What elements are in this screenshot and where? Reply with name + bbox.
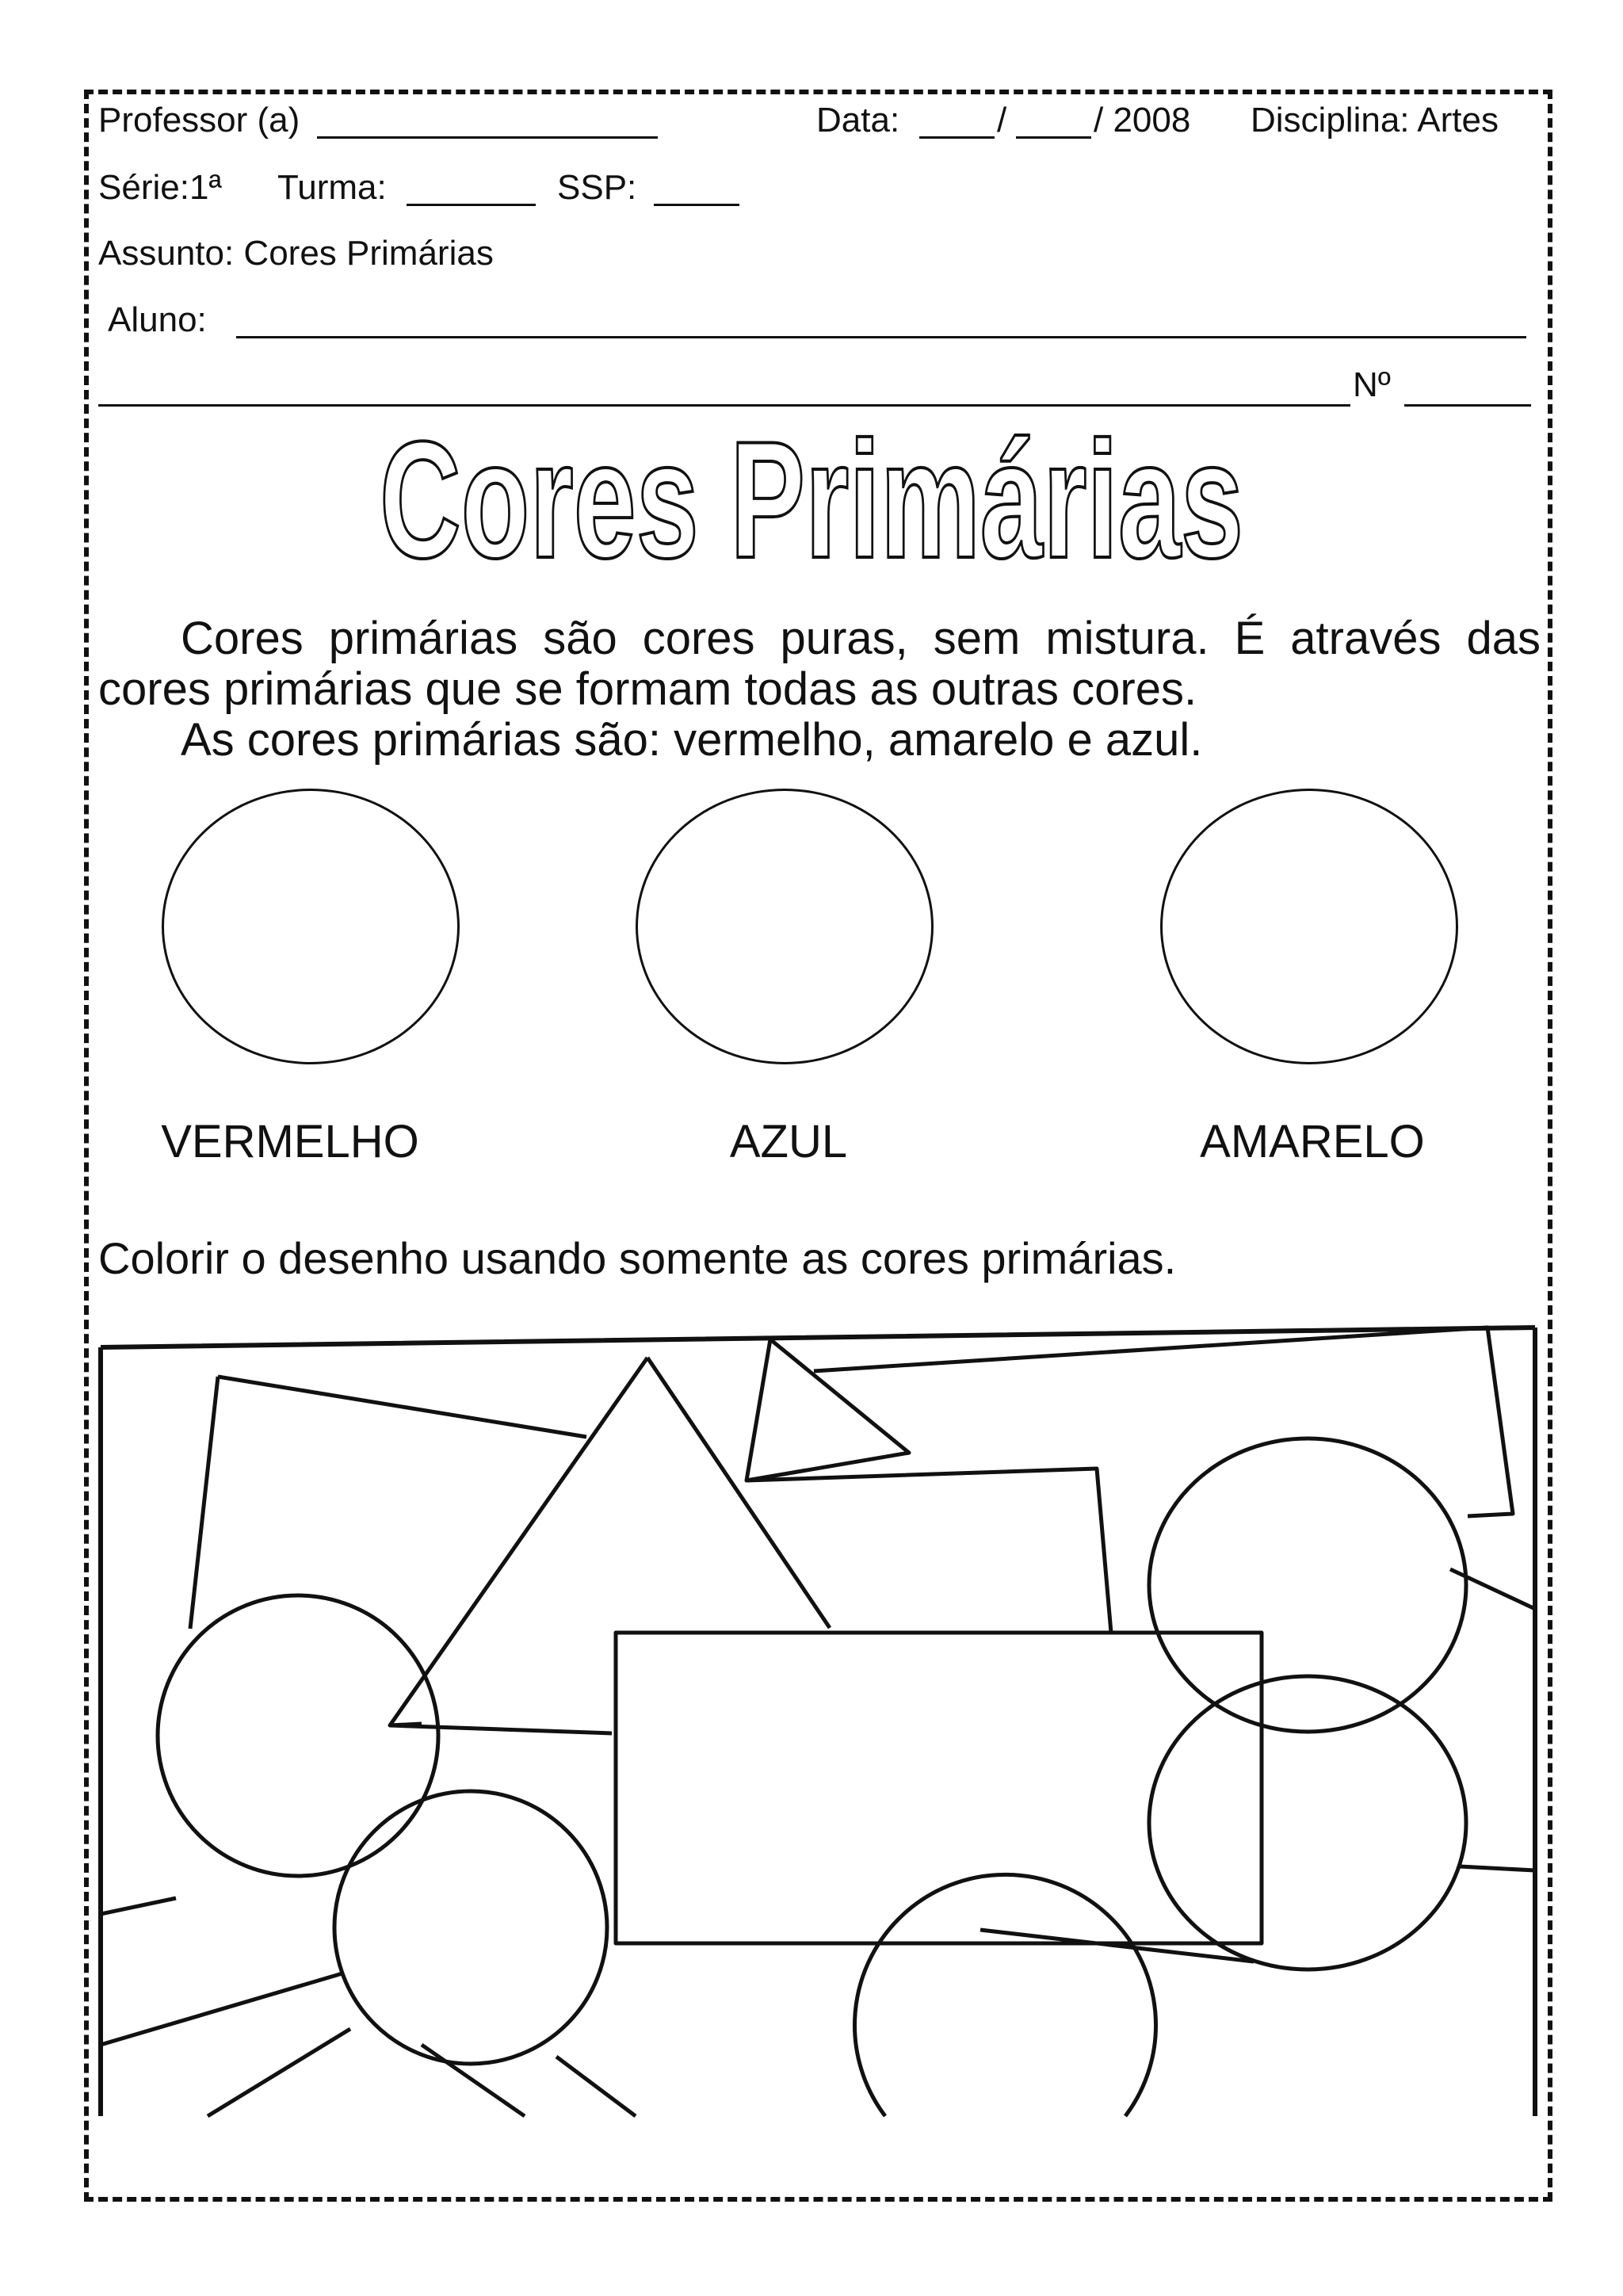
- coloring-drawing[interactable]: [89, 1312, 1545, 2128]
- date-day-field[interactable]: [919, 136, 995, 139]
- body-text: [98, 613, 1541, 766]
- blue-color-circle[interactable]: [636, 789, 934, 1064]
- student-label: Aluno:: [108, 300, 207, 339]
- red-color-label: VERMELHO: [161, 1116, 419, 1167]
- page-title-wrapper: [0, 407, 1623, 593]
- coloring-instruction: Colorir o desenho usando somente as cores primárias.: [98, 1233, 1177, 1283]
- serie-label: Série:1ª: [98, 168, 222, 207]
- shape-circle-right-upper: [1149, 1438, 1466, 1732]
- page-title-graphic: [320, 407, 1303, 593]
- date-slash: /: [997, 101, 1007, 139]
- number-label: Nº: [1353, 365, 1391, 404]
- discipline-label: Disciplina: Artes: [1251, 101, 1499, 139]
- number-field[interactable]: [1404, 404, 1531, 407]
- subject-label: Assunto: Cores Primárias: [98, 234, 494, 273]
- blue-color-label: AZUL: [729, 1116, 848, 1167]
- turma-field[interactable]: [407, 204, 536, 206]
- professor-field[interactable]: [317, 136, 658, 139]
- date-year: / 2008: [1094, 101, 1191, 139]
- shape-quadrilateral-left: [190, 1377, 586, 1629]
- date-month-field[interactable]: [1016, 136, 1091, 139]
- ssp-label: SSP:: [557, 168, 637, 207]
- intro-paragraph: Cores primárias são cores puras, sem mistura. É através das cores primárias que se formam todas as outras cores.: [98, 613, 1541, 715]
- shape-circle-bottom-left: [334, 1791, 607, 2064]
- drawing-lines: [101, 1569, 1535, 2116]
- shape-rectangle-top-right: [814, 1328, 1513, 1516]
- red-color-circle[interactable]: [162, 789, 460, 1064]
- shape-quadrilateral-middle: [747, 1469, 1111, 1633]
- turma-label: Turma:: [277, 168, 387, 207]
- primary-colors-paragraph: As cores primárias são: vermelho, amarelo e azul.: [181, 714, 1203, 766]
- ssp-field[interactable]: [654, 204, 739, 206]
- professor-label: Professor (a): [98, 101, 300, 139]
- shape-circle-left: [158, 1595, 438, 1876]
- page-title: Cores Primárias: [380, 407, 1243, 593]
- yellow-color-label: AMARELO: [1200, 1116, 1425, 1167]
- yellow-color-circle[interactable]: [1160, 789, 1458, 1064]
- shape-small-triangle: [747, 1339, 909, 1480]
- date-label: Data:: [816, 101, 900, 139]
- shape-circle-bottom-center: [855, 1874, 1156, 2116]
- shape-center-rectangle: [616, 1633, 1262, 1943]
- drawing-frame: [101, 1328, 1535, 2116]
- student-name-field[interactable]: [236, 336, 1526, 338]
- shape-circle-right-lower: [1149, 1676, 1466, 1969]
